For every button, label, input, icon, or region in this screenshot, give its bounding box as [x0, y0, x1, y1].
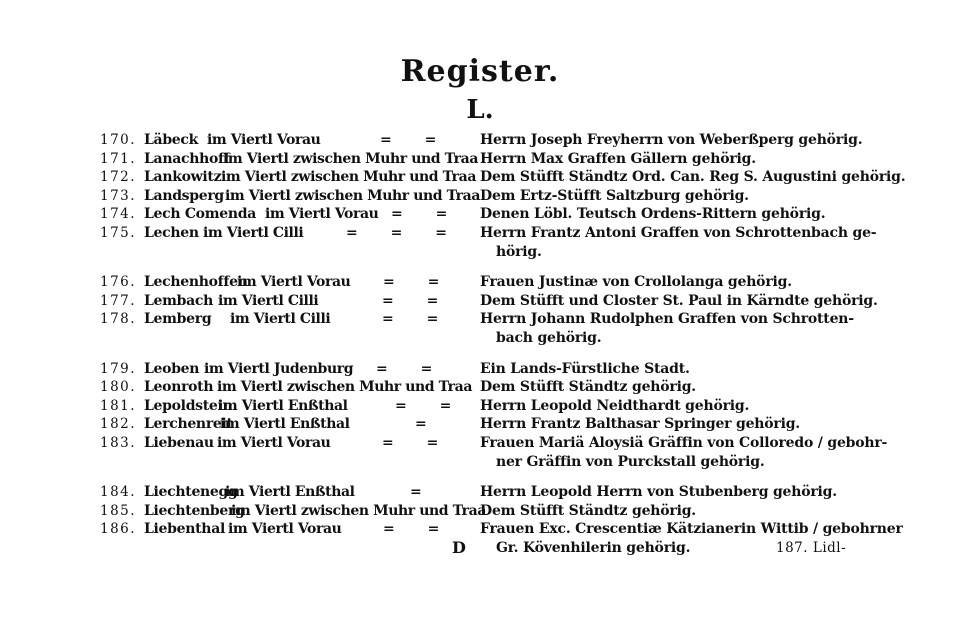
ditto-marks: = = [376, 360, 447, 377]
entry-number: 171. [100, 150, 137, 167]
signature-mark: D [452, 537, 466, 557]
ditto-marks: = = [380, 132, 451, 148]
entry-number: 183. [100, 434, 137, 451]
ditto-marks: = [415, 416, 441, 433]
register-entry-continuation [0, 243, 960, 262]
entry-place: Lankowitz [144, 169, 222, 186]
entry-region: im Viertl Vorau [228, 521, 342, 538]
entry-place: Lemberg [144, 311, 212, 328]
entry-region: im Viertl Cilli [230, 311, 331, 328]
entry-place: Lepoldstein [144, 397, 233, 414]
entry-owner: Dem Stüfft Ständtz gehörig. [480, 502, 696, 519]
entry-place: Liechtenegg [144, 484, 238, 501]
entry-place: Lechenhoffen [144, 274, 248, 291]
register-entry-continuation [0, 453, 960, 472]
ditto-marks: = = [382, 434, 453, 451]
entry-region: im Viertl zwischen Muhr und Traa [231, 502, 486, 519]
entry-region: im Viertl zwischen Muhr und Traa [217, 379, 472, 396]
entry-place: Liechtenberg [144, 502, 245, 519]
entry-owner: Herrn Max Graffen Gällern gehörig. [480, 150, 756, 167]
entry-region: im Viertl Cilli [203, 224, 304, 241]
entry-owner: Herrn Joseph Freyherrn von Weberßperg gehörig. [480, 132, 863, 148]
ditto-marks: = = [382, 311, 453, 328]
entry-region: im Viertl Cilli [218, 292, 319, 309]
entry-place: Liebenau [144, 434, 214, 451]
entry-number: 180. [100, 379, 137, 396]
register-entry [0, 224, 960, 243]
entry-number: 182. [100, 416, 137, 433]
entry-owner: Dem Stüfft und Closter St. Paul in Kärndte gehörig. [480, 292, 878, 309]
entry-number: 179. [100, 360, 137, 377]
entry-region: im Viertl Vorau [265, 206, 379, 223]
entry-owner: Herrn Leopold Herrn von Stubenberg gehörig. [480, 484, 837, 501]
entry-place: Lech Comenda [144, 206, 256, 223]
register-entry [0, 168, 960, 187]
page-title: Register. [400, 54, 560, 89]
entry-owner: Herrn Frantz Balthasar Springer gehörig. [480, 416, 800, 433]
ditto-marks: = = [382, 292, 453, 309]
entry-owner: Frauen Mariä Aloysiä Gräffin von Colloredo / gebohr- [480, 434, 888, 451]
entry-owner-continuation: bach gehörig. [496, 329, 602, 346]
entry-region: im Viertl zwischen Muhr und Traa [225, 187, 480, 204]
entry-place: Leoben [144, 360, 200, 377]
ditto-marks: = = = [346, 224, 461, 241]
entry-owner: Dem Stüfft Ständtz Ord. Can. Reg S. Augustini gehörig. [480, 169, 906, 186]
entry-region: im Viertl zwischen Muhr und Traa [221, 169, 476, 186]
entry-owner: Ein Lands-Fürstliche Stadt. [480, 360, 690, 377]
register-entry [0, 310, 960, 329]
entry-place: Leonroth [144, 379, 214, 396]
register-entry [0, 415, 960, 434]
register-entry [0, 205, 960, 224]
ditto-marks: = = [383, 521, 454, 538]
entry-region: im Viertl Enßthal [218, 397, 348, 414]
entry-number: 175. [100, 224, 137, 241]
entry-number: 174. [100, 206, 137, 223]
entry-owner-continuation: hörig. [496, 243, 542, 260]
register-entry [0, 273, 960, 292]
entry-owner: Denen Löbl. Teutsch Ordens-Rittern gehörig. [480, 206, 826, 223]
register-entry [0, 292, 960, 311]
entry-number: 181. [100, 397, 137, 414]
register-entry [0, 360, 960, 379]
entry-owner: Dem Ertz-Stüfft Saltzburg gehörig. [480, 187, 749, 204]
register-entry [0, 187, 960, 206]
entry-owner-continuation: ner Gräffin von Purckstall gehörig. [496, 453, 765, 470]
entry-number: 177. [100, 292, 137, 309]
ditto-marks: = = [383, 274, 454, 291]
entry-region: im Viertl Judenburg [204, 360, 354, 377]
section-letter: L. [466, 95, 494, 125]
entry-region: im Viertl Enßthal [220, 416, 350, 433]
register-entry-continuation [0, 539, 960, 558]
register-entry [0, 483, 960, 502]
entry-place: Lerchenreit [144, 416, 233, 433]
entry-owner-continuation: Gr. Kövenhilerin gehörig. [496, 539, 691, 556]
ditto-marks: = = [391, 206, 462, 223]
entry-region: im Viertl Vorau [237, 274, 351, 291]
register-entry [0, 150, 960, 169]
register-entry [0, 378, 960, 397]
register-entry-continuation [0, 329, 960, 348]
entry-number: 173. [100, 187, 137, 204]
entry-owner: Herrn Frantz Antoni Graffen von Schrottenbach ge- [480, 224, 877, 241]
entry-owner: Herrn Johann Rudolphen Graffen von Schrotten- [480, 311, 854, 328]
entry-owner: Frauen Justinæ von Crollolanga gehörig. [480, 274, 792, 291]
entry-number: 172. [100, 169, 137, 186]
entry-region: im Viertl zwischen Muhr und Traa [223, 150, 478, 167]
register-entries [0, 131, 960, 557]
entry-region: im Viertl Vorau [207, 132, 321, 148]
ditto-marks: = = [395, 397, 466, 414]
entry-place: Lembach [144, 292, 214, 309]
entry-place: Läbeck [144, 132, 199, 148]
entry-region: im Viertl Vorau [217, 434, 331, 451]
entry-number: 176. [100, 274, 137, 291]
catchword: 187. Lidl- [776, 539, 847, 556]
ditto-marks: = [410, 484, 436, 501]
entry-number: 170. [100, 132, 137, 148]
entry-owner: Frauen Exc. Crescentiæ Kätzianerin Wittib / gebohrner [480, 521, 903, 538]
register-entry [0, 131, 960, 150]
register-entry [0, 520, 960, 539]
entry-place: Lanachhoff [144, 150, 230, 167]
entry-number: 185. [100, 502, 137, 519]
entry-place: Landsperg [144, 187, 224, 204]
entry-number: 184. [100, 484, 137, 501]
register-entry [0, 434, 960, 453]
entry-number: 186. [100, 521, 137, 538]
entry-owner: Dem Stüfft Ständtz gehörig. [480, 379, 696, 396]
entry-place: Lechen [144, 224, 199, 241]
entry-owner: Herrn Leopold Neidthardt gehörig. [480, 397, 750, 414]
entry-place: Liebenthal [144, 521, 225, 538]
entry-region: im Viertl Enßthal [225, 484, 355, 501]
register-entry [0, 397, 960, 416]
register-entry [0, 502, 960, 521]
entry-number: 178. [100, 311, 137, 328]
